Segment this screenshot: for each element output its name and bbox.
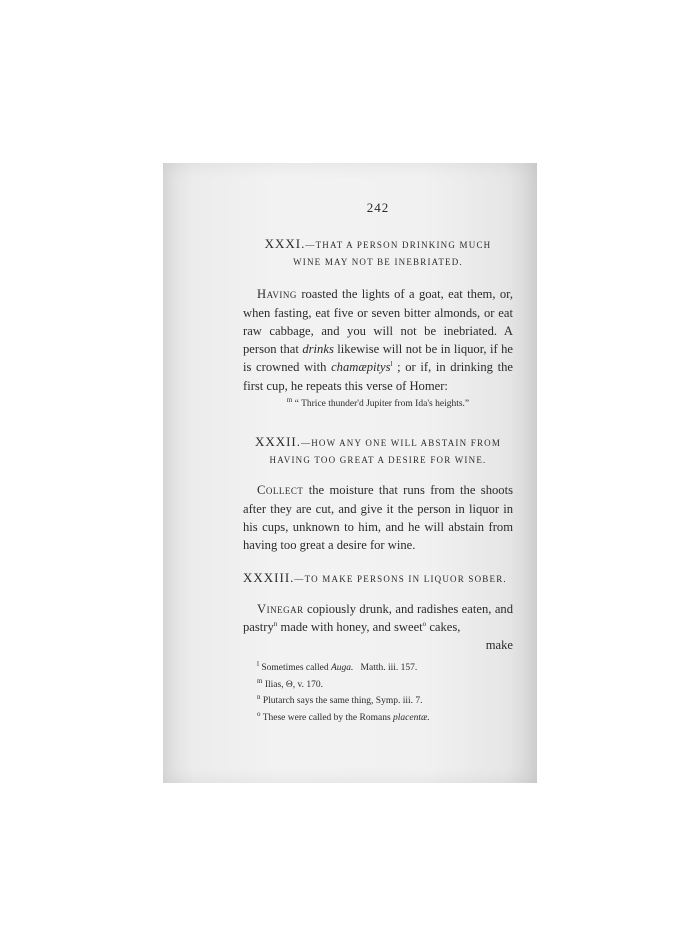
section-title-line1: —HOW ANY ONE WILL ABSTAIN FROM [301,438,502,449]
paragraph-text: the moisture that runs from the shoots after they are cut, and give it the person in liquor in his cups, unknown to him, and he will abstain from having too great a desire for wine. [243,483,513,553]
footnote-item [257,710,513,727]
paragraph-text: copiously drunk, and radishes eaten, and pastry [243,601,514,634]
section-heading-33 [243,569,513,588]
footnote-mark: n [257,693,261,702]
footnote-emphasis: placentæ. [393,712,430,723]
page-content [243,199,513,726]
section-heading-32 [243,433,513,452]
paragraph-text: ; or if, in drinking the first cup, he repeats this verse of Homer: [243,360,513,393]
section-title-line1: —THAT A PERSON DRINKING MUCH [305,240,492,251]
section-number: XXXII. [254,434,302,450]
footnote-mark: m [257,676,263,685]
paragraph-31 [243,285,513,395]
paragraph-text: made with honey, and sweet [280,619,423,634]
footnote-ref: n [273,619,278,628]
footnote-ref: l [390,360,393,369]
emphasis-text: drinks [302,342,334,357]
lead-word: Having [257,287,297,302]
footnote-mark: l [257,660,259,669]
homer-quote [243,395,513,413]
footnote-text: Sometimes called [261,663,329,674]
footnote-mark: o [257,709,261,718]
lead-word: Collect [257,483,304,498]
footnote-ref: m [286,395,293,404]
footnote-emphasis: Auga. [330,663,354,674]
footnotes [243,660,513,726]
paragraph-32 [243,481,513,554]
footnote-item [257,660,513,677]
paragraph-text: likewise will not be in liquor, if he is crowned with [243,342,514,375]
paragraph-text: roasted the lights of a goat, eat them, or, when fasting, eat five or seven bitter almonds, or eat raw cabbage, and you will not be inebriated. A person that [243,287,513,357]
section-title-line1: —TO MAKE PERSONS IN LIQUOR SOBER. [294,573,507,584]
lead-word: Vinegar [257,601,304,616]
section-number: XXXIII. [243,569,295,585]
footnote-ref: o [422,619,427,628]
footnote-item [257,677,513,694]
footnote-text: These were called by the Romans [262,712,391,723]
footnote-text: Matth. iii. 157. [360,663,418,674]
section-heading-31 [243,235,513,254]
emphasis-text: chamæpitys [331,360,391,375]
section-title-line2: WINE MAY NOT BE INEBRIATED. [293,257,463,268]
footnote-text: Ilias, Θ, v. 170. [264,679,324,690]
paragraph-33 [243,600,513,637]
page-number: 242 [366,200,390,215]
section-number: XXXI. [264,236,306,252]
catchword: make [485,638,513,653]
quote-text: “ Thrice thunder'd Jupiter from Ida's heights.” [294,399,470,410]
footnote-item [257,693,513,710]
footnote-text: Plutarch says the same thing, Symp. iii. 7. [262,696,423,707]
book-page [163,163,537,783]
section-title-line2: HAVING TOO GREAT A DESIRE FOR WINE. [269,455,487,466]
paragraph-text: cakes, [429,619,461,634]
